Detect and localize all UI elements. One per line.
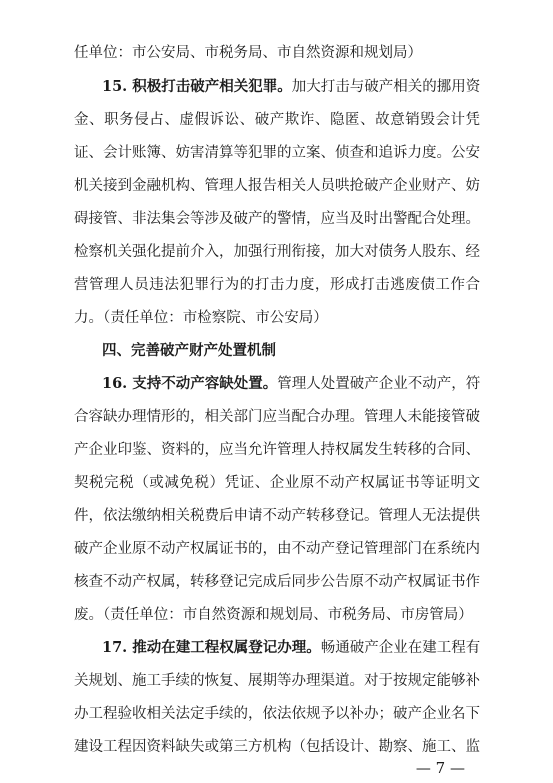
- heading-text: 四、完善破产财产处置机制: [102, 343, 276, 359]
- text-line: [74, 110, 480, 130]
- section-heading: [102, 341, 480, 361]
- text-line: [74, 275, 480, 295]
- text-line: [74, 407, 480, 427]
- item-17-line: [102, 638, 480, 658]
- line-text: 检察机关强化提前介入，加强行刑衔接，加大对债务人股东、经: [74, 244, 480, 260]
- line-text: 证、会计账簿、妨害清算等犯罪的立案、侦查和追诉力度。公安: [74, 145, 480, 161]
- line-text: 件，依法缴纳相关税费后申请不动产转移登记。管理人无法提供: [74, 508, 480, 524]
- text-line: [74, 43, 480, 63]
- text-line: [74, 539, 480, 559]
- text-line: [74, 473, 480, 493]
- line-text: 契税完税（或减免税）凭证、企业原不动产权属证书等证明文: [74, 475, 480, 491]
- text-line: [74, 572, 480, 592]
- text-line: [74, 209, 480, 229]
- text-line: [74, 704, 480, 724]
- line-text: 核查不动产权属，转移登记完成后同步公告原不动产权属证书作: [74, 574, 480, 590]
- text-line: [74, 605, 480, 625]
- line-text: 合容缺办理情形的，相关部门应当配合办理。管理人未能接管破: [74, 409, 480, 425]
- text-line: [74, 671, 480, 691]
- item-title: 15. 积极打击破产相关犯罪。: [102, 78, 292, 95]
- line-text: 建设工程因资料缺失或第三方机构（包括设计、勘察、施工、监: [74, 739, 480, 755]
- line-text: 破产企业原不动产权属证书的，由不动产登记管理部门在系统内: [74, 541, 480, 557]
- text-line: [74, 176, 480, 196]
- line-text: 产企业印鉴、资料的，应当允许管理人持权属发生转移的合同、: [74, 442, 480, 458]
- text-line: [74, 143, 480, 163]
- line-text: 任单位：市公安局、市税务局、市自然资源和规划局）: [74, 45, 422, 61]
- line-text: 力。（责任单位：市检察院、市公安局）: [74, 310, 328, 326]
- item-16-line: [102, 374, 480, 394]
- page-number: — 7 —: [415, 759, 465, 777]
- line-text: 金、职务侵占、虚假诉讼、破产欺诈、隐匿、故意销毁会计凭: [74, 112, 480, 128]
- line-text: 加大打击与破产相关的挪用资: [291, 79, 481, 95]
- text-line: [74, 242, 480, 262]
- item-15-line: [102, 77, 480, 97]
- line-text: 管理人处置破产企业不动产，符: [277, 376, 481, 392]
- line-text: 废。（责任单位：市自然资源和规划局、市税务局、市房管局）: [74, 607, 473, 623]
- text-line: [74, 308, 480, 328]
- text-line: [74, 440, 480, 460]
- line-text: 关规划、施工手续的恢复、展期等办理渠道。对于按规定能够补: [74, 673, 480, 689]
- line-text: 营管理人员违法犯罪行为的打击力度，形成打击逃废债工作合: [74, 277, 480, 293]
- line-text: 机关接到金融机构、管理人报告相关人员哄抢破产企业财产、妨: [74, 178, 480, 194]
- text-line: [74, 506, 480, 526]
- line-text: 畅通破产企业在建工程有: [320, 640, 481, 656]
- item-title: 16. 支持不动产容缺处置。: [102, 375, 278, 392]
- item-title: 17. 推动在建工程权属登记办理。: [102, 639, 321, 656]
- line-text: 碍接管、非法集会等涉及破产的警情，应当及时出警配合处理。: [74, 211, 480, 227]
- text-line: [74, 737, 480, 757]
- line-text: 办工程验收相关法定手续的，依法依规予以补办；破产企业名下: [74, 706, 480, 722]
